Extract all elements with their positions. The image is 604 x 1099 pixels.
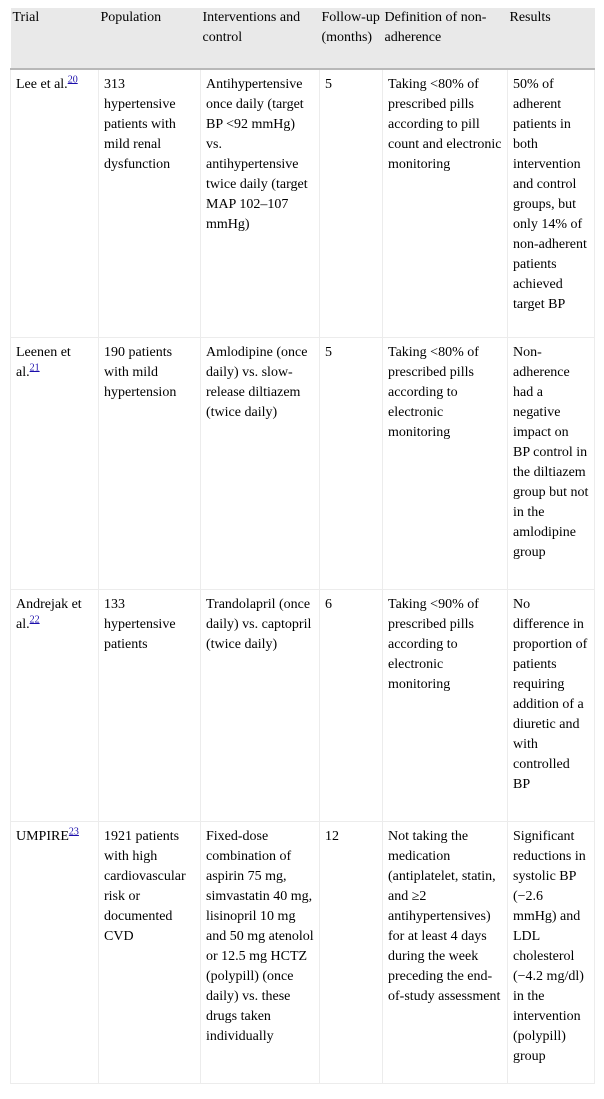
table-body [11,69,595,1084]
cell-population: 133 hypertensive patients [99,590,201,822]
cell-trial [11,69,99,338]
header-interventions: Interventions and control [201,8,320,69]
cell-results: No difference in proportion of patients requiring addition of a diuretic and with controlled BP [508,590,595,822]
header-population: Population [99,8,201,69]
cell-results: Non-adherence had a negative impact on BP control in the diltiazem group but not in the amlodipine group [508,338,595,590]
trials-table [10,8,595,1084]
cell-definition: Not taking the medication (antiplatelet, statin, and ≥2 antihypertensives) for at least 4 days during the week preceding the end-of-study assessment [383,822,508,1084]
cell-followup: 6 [320,590,383,822]
table-row [11,338,595,590]
reference-link[interactable]: 22 [29,614,40,626]
trial-name: Leenen et al. [16,345,71,380]
cell-results: Significant reductions in systolic BP (−2.6 mmHg) and LDL cholesterol (−4.2 mg/dl) in the intervention (polypill) group [508,822,595,1084]
table-row [11,822,595,1084]
cell-definition: Taking <80% of prescribed pills according to electronic monitoring [383,338,508,590]
table-row [11,590,595,822]
header-followup: Follow-up (months) [320,8,383,69]
reference-link[interactable]: 23 [68,826,79,838]
cell-population: 313 hypertensive patients with mild renal dysfunction [99,69,201,338]
cell-population: 190 patients with mild hypertension [99,338,201,590]
cell-trial [11,590,99,822]
cell-population: 1921 patients with high cardiovascular risk or documented CVD [99,822,201,1084]
cell-interventions: Amlodipine (once daily) vs. slow-release diltiazem (twice daily) [201,338,320,590]
trial-name: Lee et al. [16,77,68,92]
cell-definition: Taking <90% of prescribed pills according to electronic monitoring [383,590,508,822]
cell-trial [11,338,99,590]
cell-followup: 12 [320,822,383,1084]
header-row [11,8,595,69]
cell-followup: 5 [320,338,383,590]
table-row [11,69,595,338]
cell-trial [11,822,99,1084]
header-trial: Trial [11,8,99,69]
table-header [11,8,595,69]
cell-interventions: Trandolapril (once daily) vs. captopril (twice daily) [201,590,320,822]
cell-definition: Taking <80% of prescribed pills according to pill count and electronic monitoring [383,69,508,338]
reference-link[interactable]: 21 [29,362,40,374]
cell-interventions: Fixed-dose combination of aspirin 75 mg, simvastatin 40 mg, lisinopril 10 mg and 50 mg atenolol or 12.5 mg HCTZ (polypill) (once daily) vs. these drugs taken individually [201,822,320,1084]
trial-name: UMPIRE [16,829,69,844]
header-definition: Definition of non-adherence [383,8,508,69]
reference-link[interactable]: 20 [67,74,78,86]
cell-results: 50% of adherent patients in both intervention and control groups, but only 14% of non-adherent patients achieved target BP [508,69,595,338]
cell-interventions: Antihypertensive once daily (target BP <92 mmHg) vs. antihypertensive twice daily (target MAP 102–107 mmHg) [201,69,320,338]
trial-name: Andrejak et al. [16,597,82,632]
header-results: Results [508,8,595,69]
cell-followup: 5 [320,69,383,338]
